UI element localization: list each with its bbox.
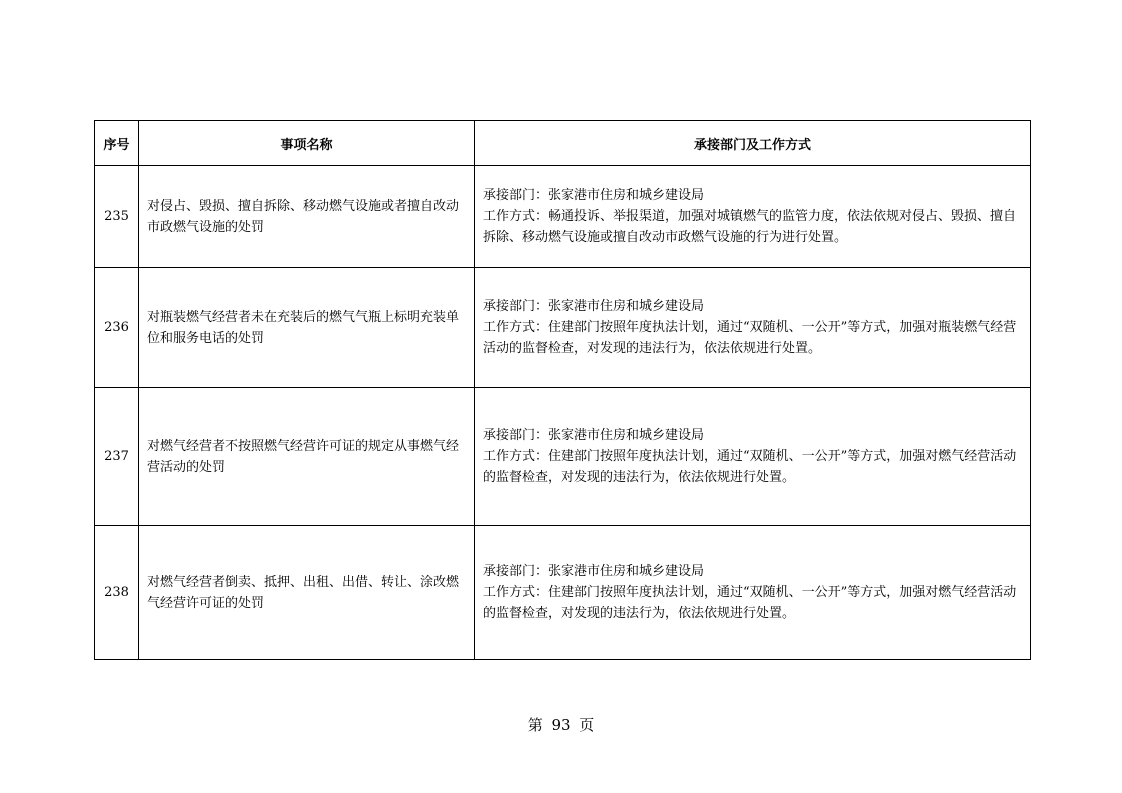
row-work-method: 工作方式：畅通投诉、举报渠道，加强对城镇燃气的监管力度，依法依规对侵占、毁损、擅自拆除、移动燃气设施或擅自改动市政燃气设施的行为进行处置。 [483,209,1017,245]
table-row [95,526,1031,660]
row-item-name: 对瓶装燃气经营者未在充装后的燃气气瓶上标明充装单位和服务电话的处罚 [139,268,475,388]
row-item-name: 对燃气经营者不按照燃气经营许可证的规定从事燃气经营活动的处罚 [139,388,475,526]
row-item-name: 对侵占、毁损、擅自拆除、移动燃气设施或者擅自改动市政燃气设施的处罚 [139,166,475,268]
row-department: 承接部门：张家港市住房和城乡建设局 [483,428,705,443]
row-department: 承接部门：张家港市住房和城乡建设局 [483,188,705,203]
table-row [95,388,1031,526]
row-department-method [475,388,1031,526]
table-row [95,166,1031,268]
header-serial-number: 序号 [95,121,139,166]
row-work-method: 工作方式：住建部门按照年度执法计划，通过“双随机、一公开”等方式，加强对燃气经营活动的监督检查，对发现的违法行为，依法依规进行处置。 [483,449,1017,485]
row-work-method: 工作方式：住建部门按照年度执法计划，通过“双随机、一公开”等方式，加强对燃气经营活动的监督检查，对发现的违法行为，依法依规进行处置。 [483,585,1017,621]
row-item-name: 对燃气经营者倒卖、抵押、出租、出借、转让、涂改燃气经营许可证的处罚 [139,526,475,660]
table-row [95,268,1031,388]
row-serial-number: 236 [95,268,139,388]
row-department: 承接部门：张家港市住房和城乡建设局 [483,299,705,314]
row-work-method: 工作方式：住建部门按照年度执法计划，通过“双随机、一公开”等方式，加强对瓶装燃气经营活动的监督检查，对发现的违法行为，依法依规进行处置。 [483,320,1017,356]
row-serial-number: 237 [95,388,139,526]
row-serial-number: 235 [95,166,139,268]
row-serial-number: 238 [95,526,139,660]
row-department-method [475,268,1031,388]
table-header-row [95,121,1031,166]
row-department: 承接部门：张家港市住房和城乡建设局 [483,564,705,579]
row-department-method [475,526,1031,660]
header-item-name: 事项名称 [139,121,475,166]
items-table [94,120,1031,660]
page-number: 第 93 页 [527,716,595,734]
header-department-method: 承接部门及工作方式 [475,121,1031,166]
row-department-method [475,166,1031,268]
